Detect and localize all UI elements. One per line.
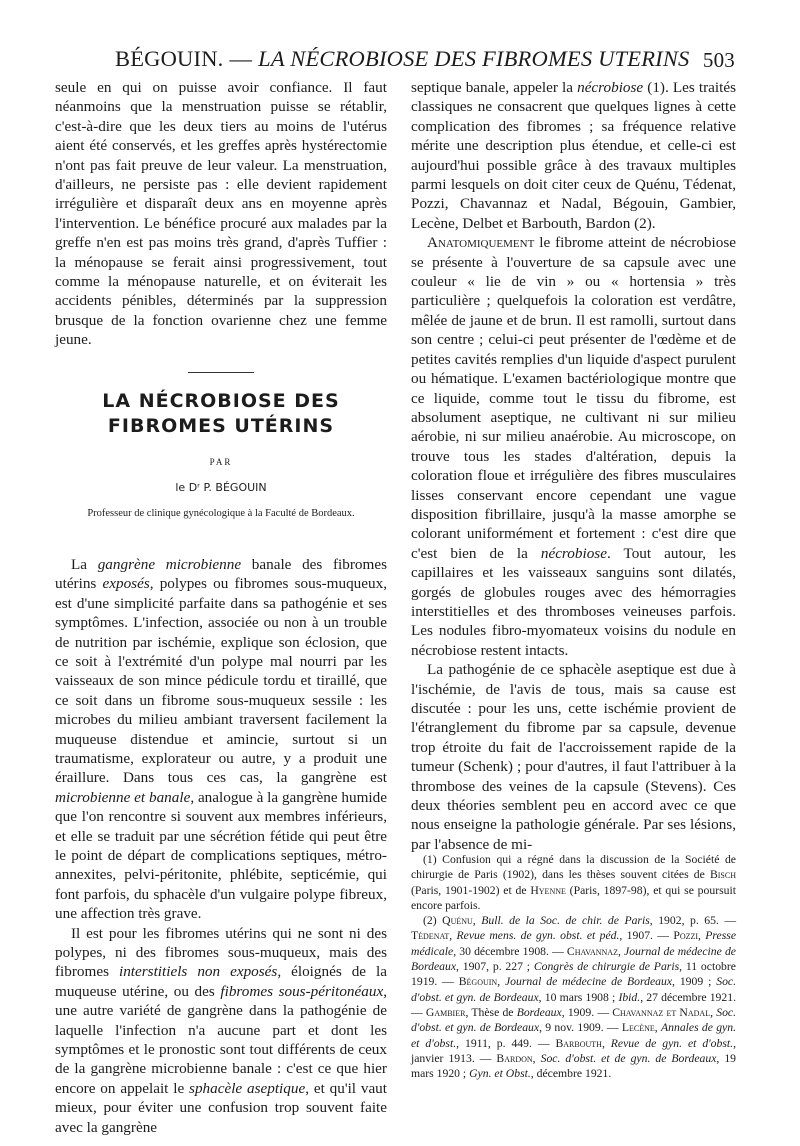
- text-run: ,: [449, 929, 457, 943]
- text-run: . Tout autour, les capillaires et les vaisseaux sanguins sont dilatés, gorgés de globules rouges avec des hémorragies interstitielles et des thromboses veineuses parfois. Les nodules fibro-myomateux voisins du nodule en nécrobiose restent intacts.: [411, 544, 736, 659]
- text-run: ,: [497, 975, 505, 989]
- page-number: 503: [702, 48, 735, 72]
- smallcaps-run: Lecène: [621, 1021, 655, 1035]
- section-title-line-2: FIBROMES UTÉRINS: [107, 414, 335, 437]
- text-run: Il est pour les fibromes utérins qui ne sont ni des polypes, ni des fibromes sous-muqueux, mais des fibromes: [55, 924, 387, 981]
- text-run: (Paris, 1901-1902) et de: [411, 883, 531, 897]
- text-run: ,: [698, 929, 706, 943]
- italic-run: fibromes sous-péritonéaux: [220, 982, 384, 1000]
- text-run: , janvier 1913. —: [411, 1036, 736, 1065]
- author-affiliation: Professeur de clinique gynécologique à la Faculté de Bordeaux.: [87, 507, 355, 519]
- text-run: , 30 décembre 1908. —: [453, 944, 567, 958]
- smallcaps-run: Tédenat: [411, 929, 450, 943]
- smallcaps-run: Bégouin: [458, 975, 498, 989]
- smallcaps-run: Quénu: [442, 914, 473, 928]
- italic-run: Soc. d'obst. et de gyn. de Bordeaux: [540, 1051, 717, 1065]
- paragraph-fibromes-interstitiels: [55, 924, 387, 1137]
- italic-run: microbienne et banale: [55, 788, 191, 806]
- text-run: (1) Confusion qui a régné dans la discussion de la Société de chirurgie de Paris (1902), dans les thèses souvent citées de: [411, 853, 736, 882]
- paragraph-pathogenie: La pathogénie de ce sphacèle aseptique est due à l'ischémie, de l'avis de tous, mais sa cause est discutée : pour les uns, cette ischémie provient de l'étranglement du fibrome par sa capsule, devenue trop étroite du fait de l'accroissement rapide de la tumeur (Schenk) ; pour d'autres, il faut l'attribuer à la thrombose des veines de la capsule (Stevens). Ces deux théories semblent peu en accord avec ce que nous enseigne la pathologie générale. Par ses lésions, par l'absence de mi-: [411, 661, 736, 853]
- running-head-author: BÉGOUIN.: [115, 46, 224, 71]
- text-run: ,: [710, 1005, 717, 1019]
- text-run: , 1909 ;: [672, 975, 717, 989]
- text-run: (Paris, 1897-98), et qui se poursuit encore parfois.: [411, 883, 736, 912]
- italic-run: Soc. d'obst. et gyn. de Bordeaux: [411, 1005, 737, 1035]
- footnote-2: [411, 913, 736, 1081]
- italic-run: Bordeaux: [516, 1005, 562, 1019]
- text-run: , 27 décembre 1921. —: [411, 990, 737, 1019]
- running-head-text: [115, 46, 690, 72]
- italic-run: Journal de médecine de Bordeaux: [505, 975, 673, 989]
- italic-run: Ibid.: [618, 990, 641, 1004]
- text-run: , 1902, p. 65. —: [649, 914, 737, 928]
- italic-run: Soc. d'obst. et gyn. de Bordeaux: [411, 975, 737, 1004]
- text-run: , 1907, p. 227 ;: [456, 960, 534, 974]
- section-title: [55, 389, 387, 439]
- section-divider: [188, 372, 254, 373]
- italic-run: Annales de gyn. et d'obst.: [411, 1021, 737, 1050]
- italic-run: Bull. de la Soc. de chir. de Paris: [481, 914, 650, 928]
- text-run: ,: [654, 1021, 661, 1035]
- right-column: [411, 78, 736, 854]
- text-run: La: [71, 555, 98, 573]
- running-head: [115, 46, 735, 76]
- paragraph-anatomie: [411, 233, 736, 660]
- text-run: , 19 mars 1920 ;: [411, 1051, 737, 1081]
- italic-run: Presse médicale: [411, 929, 737, 958]
- text-run: le fibrome atteint de nécrobiose se présente à l'ouverture de sa capsule avec une couleur « lie de vin » ou « hortensia » très particulière ; quelquefois la coloration est verdâtre, mêlée de jaune et de brun. Il est ramolli, surtout dans son centre ; celui-ci peut présenter de l'œdème et de petites cavités remplies d'un liquide d'aspect purulent ou hématique. L'examen bactériologique montre que ce liquide, comme tout le tissu du fibrome, est absolument aseptique, ne cultivant ni sur milieu aérobie, ni sur milieu anaérobie. Au microscope, on trouve tous les stades d'altération, depuis la coloration floue et irrégulière des fibres musculaires lisses conservant encore cependant une vague disposition fibrillaire, jusqu'à la masse amorphe se colorant uniformément et fortement : c'est dire que c'est bien de la: [411, 234, 736, 562]
- text-run: (2): [423, 914, 443, 928]
- text-run: ,: [601, 1036, 611, 1050]
- italic-run: nécrobiose: [577, 79, 644, 96]
- text-run: , une autre variété de gangrène dans la pathogénie de laquelle l'infection n'a aucune part et dont les symptômes et le pronostic sont tout différents de ceux de la gangrène microbienne banale : c'est ce que hier encore on appelait le: [55, 982, 387, 1097]
- italic-run: sphacèle aseptique: [189, 1079, 306, 1097]
- text-run: ,: [532, 1051, 541, 1065]
- text-run: , 11 octobre 1919. —: [411, 960, 736, 989]
- author-byline: le Dʳ P. BÉGOUIN: [175, 481, 267, 495]
- smallcaps-run: Chavannaz: [566, 944, 618, 958]
- smallcaps-run: Gambier: [425, 1005, 466, 1019]
- running-head-separator: —: [229, 46, 253, 71]
- text-run: banale des fibromes utérins: [55, 555, 387, 593]
- text-run: , 1911, p. 449. —: [456, 1036, 556, 1050]
- smallcaps-run: Pozzi: [673, 929, 699, 943]
- smallcaps-run: Bisch: [709, 868, 736, 882]
- text-run: ,: [472, 914, 482, 928]
- footnote-1: [411, 852, 736, 913]
- text-run: , polypes ou fibromes sous-muqueux, est d'une simplicité parfaite dans sa pathogénie et ses symptômes. L'infection, associée ou non à un trouble de nutrition par ischémie, explique son éclosion, que ce soit à l'extrémité d'un polype mal nourri par les vaisseaux de son mince pédicule tordu et tiraillé, que ce soit dans un fibrome sous-muqueux sessile : les microbes du milieu ambiant traversent facilement la muqueuse distendue et amincie, surtout si un traumatisme, explorateur ou autre, y a produit une éraillure. Dans tous ces cas, la gangrène est: [55, 575, 387, 787]
- text-run: , éloignés de la muqueuse utérine, ou des: [55, 963, 387, 1000]
- running-head-title: LA NÉCROBIOSE DES FIBROMES UTERINS: [258, 46, 690, 71]
- smallcaps-run: Bardon: [496, 1051, 533, 1065]
- text-run: , Thèse de: [465, 1005, 517, 1019]
- text-run: , 1909. —: [561, 1005, 613, 1019]
- italic-run: exposés: [102, 575, 150, 593]
- smallcaps-run: Chavannaz et Nadal: [612, 1005, 711, 1019]
- smallcaps-run: Anatomiquement: [427, 234, 535, 252]
- par-label: PAR: [209, 456, 233, 467]
- text-run: septique banale, appeler la: [411, 79, 578, 96]
- text-run: (1). Les traités classiques ne consacrent que quelques lignes à cette complication des fibromes ; sa fréquence relative mérite une description plus étendue, et celle-ci est aujourd'hui possible grâce à des travaux multiples parmi lesquels on doit citer ceux de Quénu, Tédenat, Pozzi, Chavannaz et Nadal, Bégouin, Gambier, Lecène, Delbet et Barbouth, Bardon (2).: [411, 79, 737, 232]
- italic-run: gangrène microbienne: [97, 555, 242, 573]
- text-run: , 9 nov. 1909. —: [539, 1021, 622, 1035]
- text-run: , et qu'il vaut mieux, pour éviter une confusion trop souvent faite avec la gangrène: [55, 1079, 387, 1136]
- smallcaps-run: Hyenne: [530, 883, 566, 897]
- italic-run: nécrobiose: [540, 544, 607, 562]
- italic-run: Revue de gyn. et d'obst.: [610, 1036, 734, 1050]
- left-column: [55, 78, 387, 1137]
- italic-run: Gyn. et Obst.: [469, 1067, 531, 1081]
- italic-run: Journal de médecine de Bordeaux: [411, 944, 736, 974]
- smallcaps-run: Barbouth: [555, 1036, 602, 1050]
- text-run: ,: [617, 944, 625, 958]
- italic-run: Congrès de chirurgie de Paris: [533, 960, 680, 974]
- text-run: , décembre 1921.: [530, 1067, 612, 1081]
- section-title-line-1: LA NÉCROBIOSE DES: [102, 389, 340, 412]
- text-run: , 10 mars 1908 ;: [538, 990, 619, 1004]
- text-run: , 1907. —: [619, 929, 674, 943]
- text-run: , analogue à la gangrène humide que l'on rencontre si souvent aux membres inférieurs, et elle se traduit par une sécrétion fétide qui peut être le point de départ de complications septiques, métro-annexites, pelvi-péritonite, phlébite, septicémie, qui font parfois, du sphacèle d'un vulgaire polype fibreux, une affection très grave.: [55, 788, 387, 923]
- italic-run: Revue mens. de gyn. obst. et péd.: [456, 929, 620, 943]
- paragraph-necrobiose-intro: [411, 78, 736, 233]
- footnotes: [411, 852, 736, 1081]
- paragraph-gangrene: [55, 555, 387, 924]
- italic-run: interstitiels non exposés: [118, 963, 278, 981]
- paragraph-continuation: seule en qui on puisse avoir confiance. Il faut néanmoins que la menstruation puisse se rétablir, c'est-à-dire que les deux tiers au moins de l'utérus aient été conservés, et les greffes après hystérectomie n'ont pas fait preuve de leur valeur. La menstruation, d'ailleurs, ne persiste pas : elle devient rapidement irrégulière et disparaît deux ans en moyenne après l'intervention. Le bénéfice procuré aux malades par la greffe n'en est pas moins très grand, d'après Tuffier : la ménopause se ferait ainsi progressivement, tout comme la ménopause naturelle, et on éviterait les accidents pénibles, déterminés par la suppression brusque de la fonction ovarienne chez une femme jeune.: [55, 79, 387, 349]
